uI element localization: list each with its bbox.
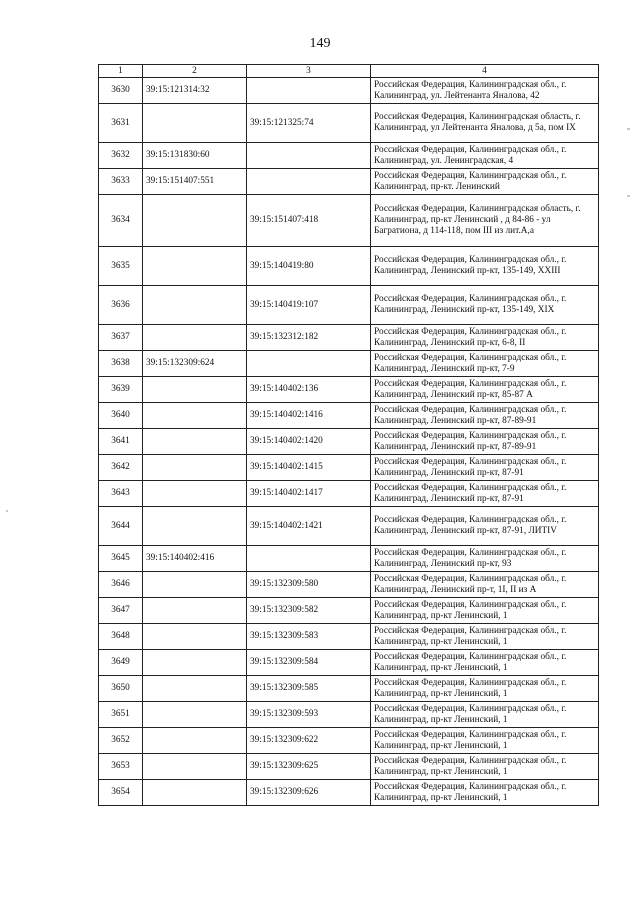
row-number-cell: 3630 xyxy=(99,78,143,104)
cadastral-number-cell: 39:15:132309:625 xyxy=(247,754,371,780)
row-number-cell: 3648 xyxy=(99,624,143,650)
table-row xyxy=(99,650,599,676)
address-cell: Российская Федерация, Калининградская область, г. Калининград, пр-кт Ленинский , д 84-86 - ул Багратиона, д 114-118, пом III из лит.А,а xyxy=(371,195,599,247)
row-number-cell: 3646 xyxy=(99,572,143,598)
cadastral-number-cell: 39:15:132309:593 xyxy=(247,702,371,728)
cadastral-number-cell xyxy=(143,780,247,806)
row-number-cell: 3639 xyxy=(99,377,143,403)
cadastral-number-cell: 39:15:140419:107 xyxy=(247,286,371,325)
cadastral-number-cell: 39:15:140402:1415 xyxy=(247,455,371,481)
cadastral-number-cell xyxy=(143,676,247,702)
cadastral-number-cell: 39:15:132309:580 xyxy=(247,572,371,598)
cadastral-number-cell: 39:15:121314:32 xyxy=(143,78,247,104)
cadastral-number-cell xyxy=(143,104,247,143)
table-row xyxy=(99,572,599,598)
cadastral-number-cell xyxy=(247,143,371,169)
cadastral-number-cell xyxy=(143,429,247,455)
row-number-cell: 3638 xyxy=(99,351,143,377)
table-row xyxy=(99,325,599,351)
table-row xyxy=(99,702,599,728)
row-number-cell: 3653 xyxy=(99,754,143,780)
scan-mark xyxy=(627,195,630,197)
address-cell: Российская Федерация, Калининградская обл., г. Калининград, пр-кт Ленинский, 1 xyxy=(371,650,599,676)
cadastral-number-cell: 39:15:132309:585 xyxy=(247,676,371,702)
column-header: 3 xyxy=(247,65,371,78)
table-row xyxy=(99,507,599,546)
table-row xyxy=(99,780,599,806)
cadastral-number-cell: 39:15:140402:136 xyxy=(247,377,371,403)
cadastral-number-cell: 39:15:140402:1416 xyxy=(247,403,371,429)
address-cell: Российская Федерация, Калининградская обл., г. Калининград, пр-кт Ленинский, 1 xyxy=(371,624,599,650)
cadastral-number-cell xyxy=(143,572,247,598)
address-cell: Российская Федерация, Калининградская обл., г. Калининград, Ленинский пр-кт, 87-91 xyxy=(371,455,599,481)
cadastral-number-cell xyxy=(143,455,247,481)
address-cell: Российская Федерация, Калининградская обл., г. Калининград, пр-кт Ленинский, 1 xyxy=(371,676,599,702)
address-cell: Российская Федерация, Калининградская обл., г. Калининград, Ленинский пр-кт, 135-149, XXIII xyxy=(371,247,599,286)
table-row xyxy=(99,286,599,325)
row-number-cell: 3647 xyxy=(99,598,143,624)
cadastral-number-cell: 39:15:151407:418 xyxy=(247,195,371,247)
scan-mark xyxy=(6,510,8,512)
address-cell: Российская Федерация, Калининградская обл., г. Калининград, Ленинский пр-кт, 85-87 А xyxy=(371,377,599,403)
address-cell: Российская Федерация, Калининградская обл., г. Калининград, Ленинский пр-т, 1I, II из А xyxy=(371,572,599,598)
cadastral-number-cell xyxy=(143,624,247,650)
table-row xyxy=(99,624,599,650)
table-row xyxy=(99,247,599,286)
cadastral-number-cell: 39:15:132309:582 xyxy=(247,598,371,624)
row-number-cell: 3634 xyxy=(99,195,143,247)
cadastral-number-cell: 39:15:140402:1421 xyxy=(247,507,371,546)
cadastral-number-cell: 39:15:132309:584 xyxy=(247,650,371,676)
address-cell: Российская Федерация, Калининградская обл., г. Калининград, Ленинский пр-кт, 6-8, II xyxy=(371,325,599,351)
cadastral-number-cell xyxy=(143,286,247,325)
cadastral-number-cell xyxy=(247,169,371,195)
table-row xyxy=(99,455,599,481)
table-row xyxy=(99,169,599,195)
cadastral-number-cell: 39:15:140402:1420 xyxy=(247,429,371,455)
table-row xyxy=(99,403,599,429)
cadastral-number-cell xyxy=(143,481,247,507)
address-cell: Российская Федерация, Калининградская обл., г. Калининград, пр-кт Ленинский, 1 xyxy=(371,728,599,754)
row-number-cell: 3641 xyxy=(99,429,143,455)
address-cell: Российская Федерация, Калининградская обл., г. Калининград, Ленинский пр-кт, 135-149, XIX xyxy=(371,286,599,325)
column-header: 4 xyxy=(371,65,599,78)
cadastral-number-cell xyxy=(143,247,247,286)
address-cell: Российская Федерация, Калининградская обл., г. Калининград, Ленинский пр-кт, 93 xyxy=(371,546,599,572)
row-number-cell: 3635 xyxy=(99,247,143,286)
table-row xyxy=(99,429,599,455)
row-number-cell: 3652 xyxy=(99,728,143,754)
address-cell: Российская Федерация, Калининградская обл., г. Калининград, пр-кт Ленинский, 1 xyxy=(371,598,599,624)
row-number-cell: 3649 xyxy=(99,650,143,676)
address-cell: Российская Федерация, Калининградская обл., г. Калининград, Ленинский пр-кт, 87-89-91 xyxy=(371,429,599,455)
row-number-cell: 3637 xyxy=(99,325,143,351)
table-row xyxy=(99,195,599,247)
table-row xyxy=(99,728,599,754)
cadastral-number-cell xyxy=(143,377,247,403)
table-body xyxy=(99,78,599,806)
row-number-cell: 3631 xyxy=(99,104,143,143)
row-number-cell: 3644 xyxy=(99,507,143,546)
address-cell: Российская Федерация, Калининградская обл., г. Калининград, Ленинский пр-кт, 7-9 xyxy=(371,351,599,377)
cadastral-number-cell xyxy=(143,195,247,247)
table-row xyxy=(99,351,599,377)
address-cell: Российская Федерация, Калининградская обл., г. Калининград, пр-кт. Ленинский xyxy=(371,169,599,195)
register-table xyxy=(98,64,599,806)
table-row xyxy=(99,754,599,780)
cadastral-number-cell xyxy=(143,325,247,351)
cadastral-number-cell: 39:15:140402:416 xyxy=(143,546,247,572)
table-row xyxy=(99,104,599,143)
row-number-cell: 3636 xyxy=(99,286,143,325)
table-row xyxy=(99,676,599,702)
table-row xyxy=(99,481,599,507)
cadastral-number-cell: 39:15:132312:182 xyxy=(247,325,371,351)
address-cell: Российская Федерация, Калининградская обл., г. Калининград, Ленинский пр-кт, 87-91, ЛИТIV xyxy=(371,507,599,546)
cadastral-number-cell xyxy=(143,598,247,624)
cadastral-number-cell: 39:15:132309:622 xyxy=(247,728,371,754)
table-row xyxy=(99,598,599,624)
cadastral-number-cell xyxy=(143,754,247,780)
table-header-row xyxy=(99,65,599,78)
column-header: 1 xyxy=(99,65,143,78)
address-cell: Российская Федерация, Калининградская обл., г. Калининград, пр-кт Ленинский, 1 xyxy=(371,754,599,780)
cadastral-number-cell: 39:15:151407:551 xyxy=(143,169,247,195)
address-cell: Российская Федерация, Калининградская обл., г. Калининград, Ленинский пр-кт, 87-91 xyxy=(371,481,599,507)
cadastral-number-cell xyxy=(247,546,371,572)
row-number-cell: 3642 xyxy=(99,455,143,481)
cadastral-number-cell xyxy=(143,728,247,754)
scan-mark xyxy=(627,128,630,130)
cadastral-number-cell xyxy=(143,507,247,546)
page-number: 149 xyxy=(309,36,331,51)
row-number-cell: 3654 xyxy=(99,780,143,806)
row-number-cell: 3651 xyxy=(99,702,143,728)
cadastral-number-cell: 39:15:121325:74 xyxy=(247,104,371,143)
address-cell: Российская Федерация, Калининградская обл., г. Калининград, ул. Лейтенанта Яналова, 42 xyxy=(371,78,599,104)
cadastral-number-cell xyxy=(143,650,247,676)
column-header: 2 xyxy=(143,65,247,78)
cadastral-number-cell: 39:15:132309:626 xyxy=(247,780,371,806)
address-cell: Российская Федерация, Калининградская обл., г. Калининград, пр-кт Ленинский, 1 xyxy=(371,702,599,728)
table-row xyxy=(99,143,599,169)
address-cell: Российская Федерация, Калининградская область, г. Калининград, ул Лейтенанта Яналова, д 5а, пом IX xyxy=(371,104,599,143)
table-row xyxy=(99,546,599,572)
row-number-cell: 3633 xyxy=(99,169,143,195)
cadastral-number-cell: 39:15:132309:583 xyxy=(247,624,371,650)
row-number-cell: 3632 xyxy=(99,143,143,169)
address-cell: Российская Федерация, Калининградская обл., г. Калининград, Ленинский пр-кт, 87-89-91 xyxy=(371,403,599,429)
cadastral-number-cell xyxy=(247,78,371,104)
row-number-cell: 3643 xyxy=(99,481,143,507)
table-row xyxy=(99,377,599,403)
cadastral-number-cell xyxy=(247,351,371,377)
row-number-cell: 3640 xyxy=(99,403,143,429)
address-cell: Российская Федерация, Калининградская обл., г. Калининград, ул. Ленинградская, 4 xyxy=(371,143,599,169)
cadastral-number-cell: 39:15:131830:60 xyxy=(143,143,247,169)
row-number-cell: 3645 xyxy=(99,546,143,572)
cadastral-number-cell xyxy=(143,403,247,429)
row-number-cell: 3650 xyxy=(99,676,143,702)
cadastral-number-cell: 39:15:132309:624 xyxy=(143,351,247,377)
cadastral-number-cell: 39:15:140419:80 xyxy=(247,247,371,286)
cadastral-number-cell: 39:15:140402:1417 xyxy=(247,481,371,507)
cadastral-number-cell xyxy=(143,702,247,728)
address-cell: Российская Федерация, Калининградская обл., г. Калининград, пр-кт Ленинский, 1 xyxy=(371,780,599,806)
table-row xyxy=(99,78,599,104)
